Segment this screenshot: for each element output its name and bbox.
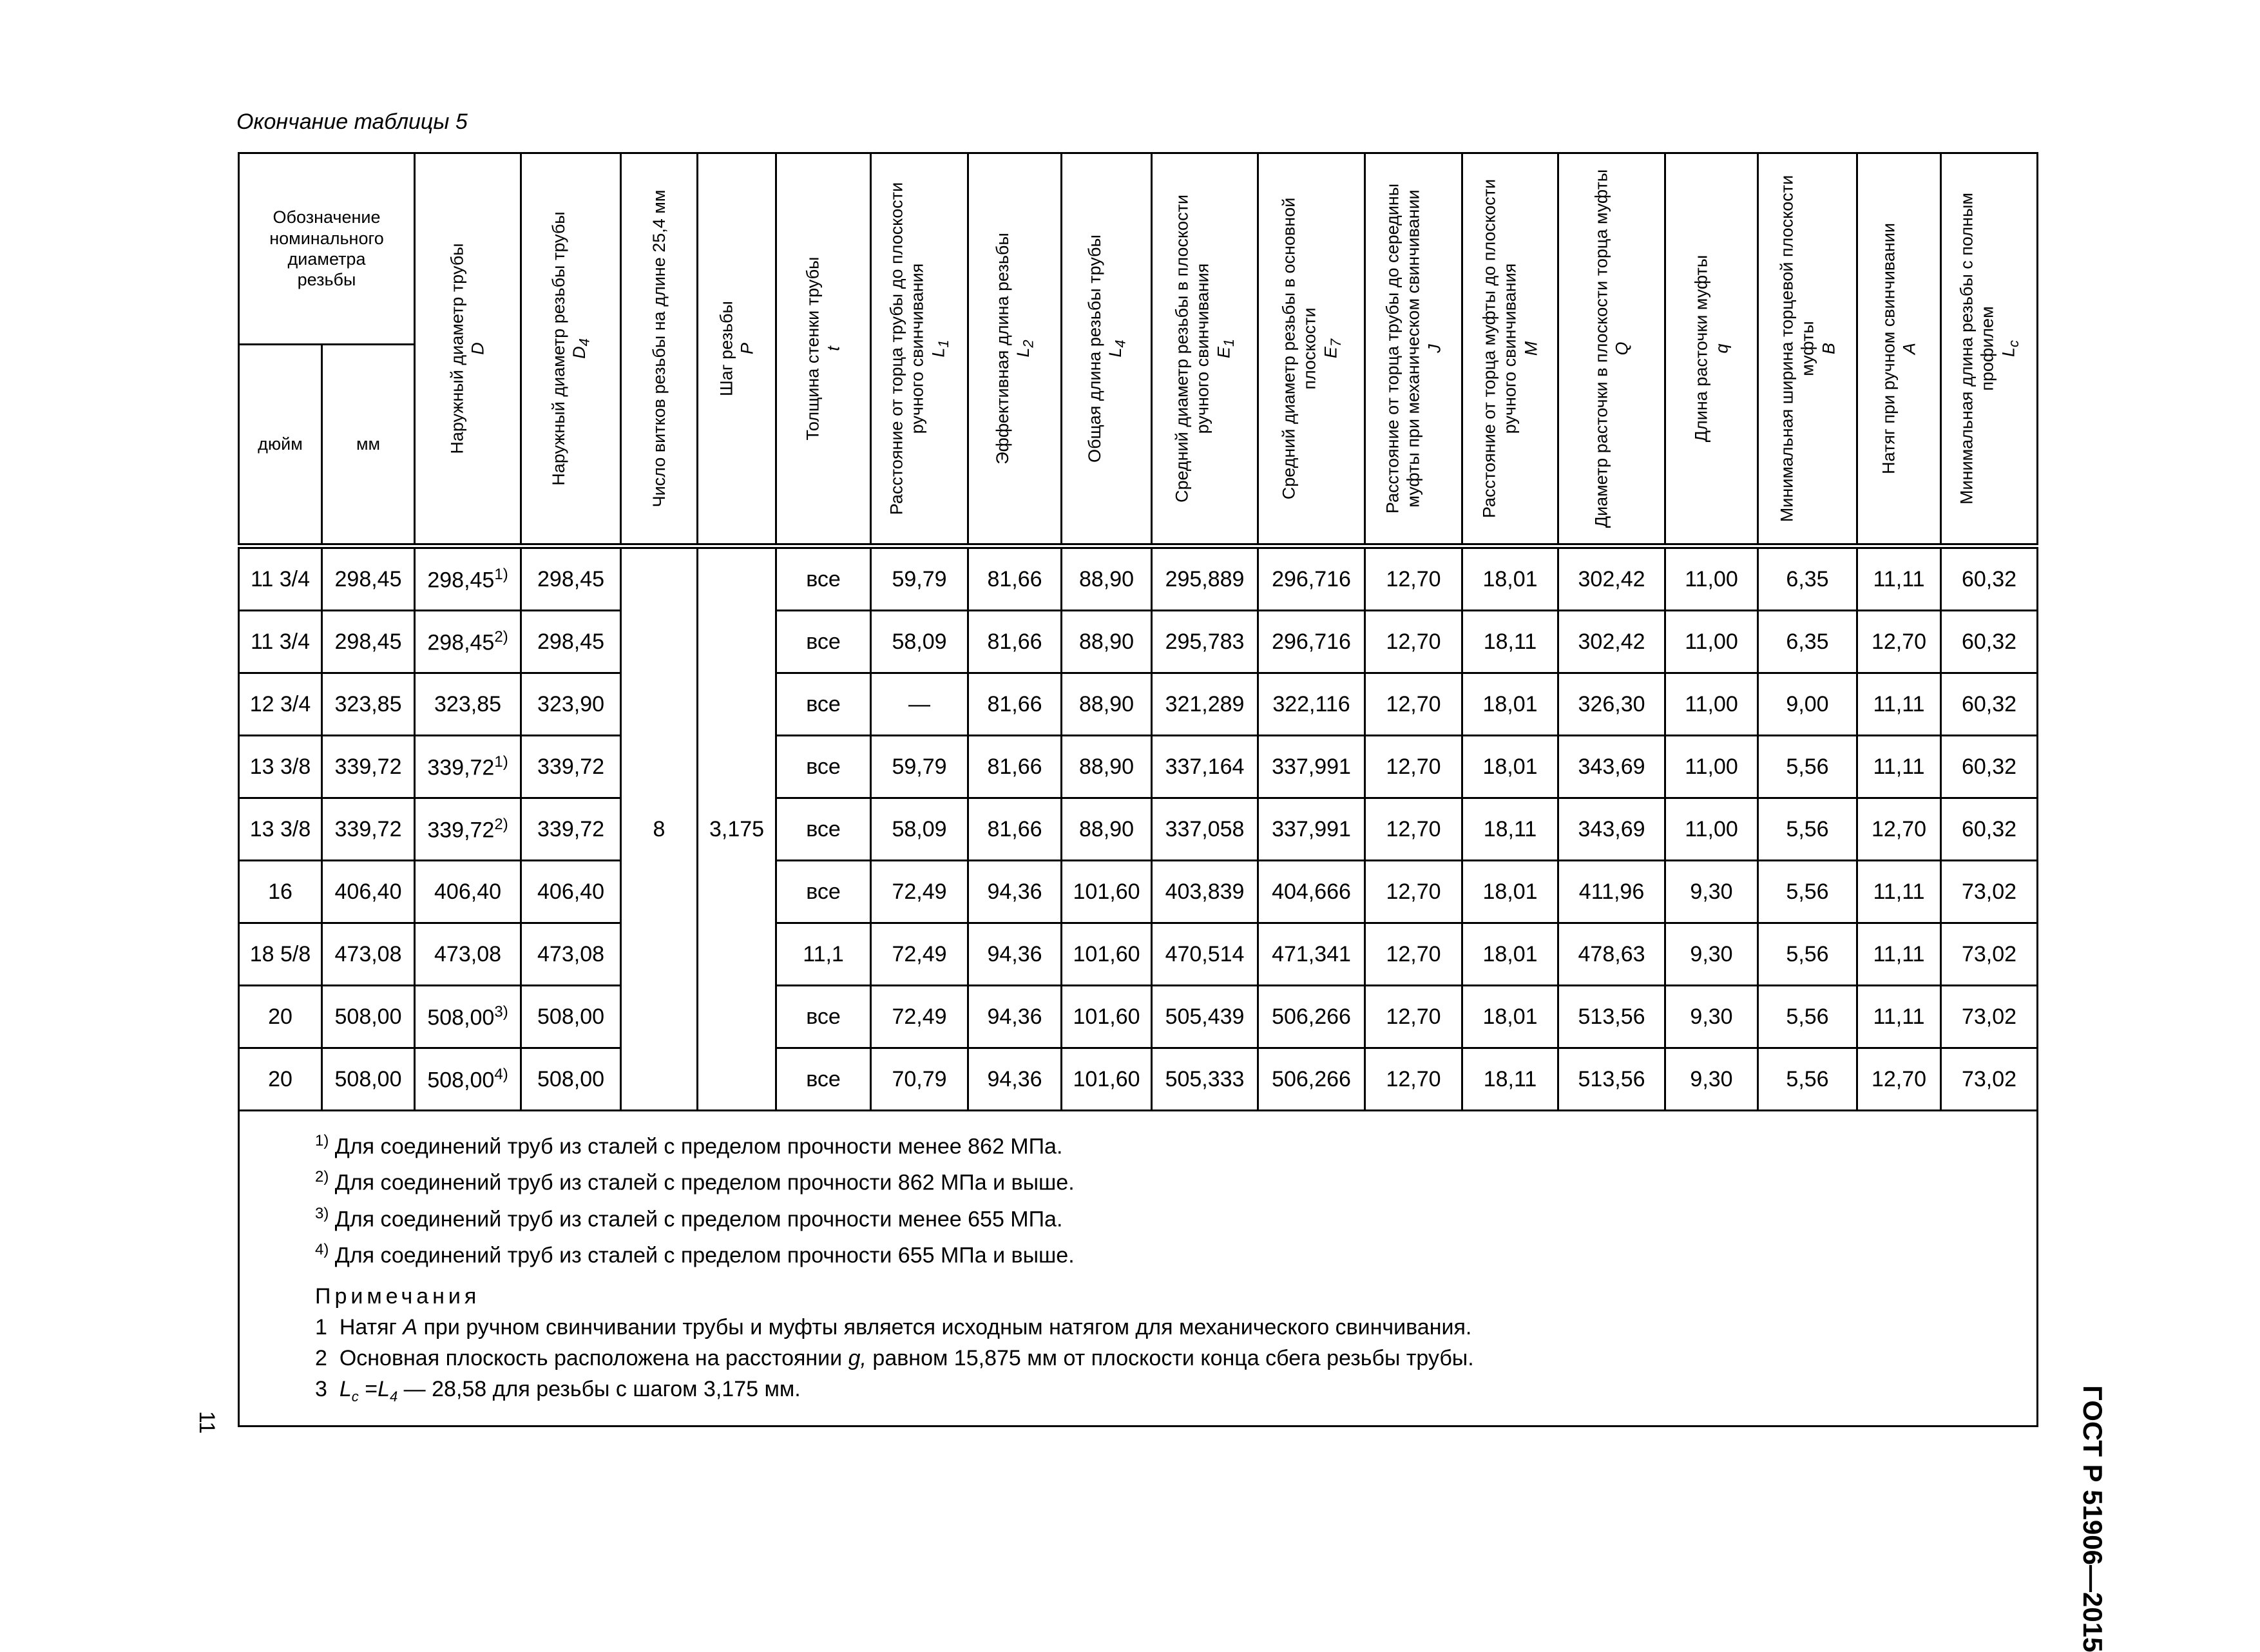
table-row (239, 1048, 2038, 1111)
cell-M: 18,01 (1462, 673, 1558, 736)
table-row (239, 986, 2038, 1048)
table-caption: Окончание таблицы 5 (236, 110, 468, 134)
cell-E7: 471,341 (1258, 923, 1365, 986)
cell-L2: 81,66 (968, 673, 1062, 736)
cell-B: 5,56 (1758, 986, 1857, 1048)
cell-L2: 94,36 (968, 861, 1062, 923)
cell-q: 11,00 (1665, 611, 1758, 673)
cell-L2: 94,36 (968, 923, 1062, 986)
cell-q: 9,30 (1665, 986, 1758, 1048)
cell-E1: 321,289 (1152, 673, 1258, 736)
cell-B: 5,56 (1758, 861, 1857, 923)
table-body (239, 546, 2038, 1111)
cell-E7: 296,716 (1258, 611, 1365, 673)
header-J: Расстояние от торца трубы до середины муфты при механическом свинчивании J (1365, 153, 1462, 546)
cell-D: 298,45$^{1)}$ (415, 546, 521, 611)
note-3: 3 $L_c =L_4$ — 28,58 для резьбы с шагом 3,175 мм. (315, 1377, 801, 1405)
cell-Lc: 73,02 (1941, 1048, 2038, 1111)
notes-title: Примечания (315, 1284, 481, 1309)
cell-M: 18,01 (1462, 986, 1558, 1048)
cell-J: 12,70 (1365, 673, 1462, 736)
header-mm: мм (322, 345, 415, 546)
cell-Lc: 73,02 (1941, 861, 2038, 923)
cell-L4: 101,60 (1062, 923, 1152, 986)
cell-t: все (776, 986, 871, 1048)
footnote-mark: 1) (494, 753, 508, 771)
table-row (239, 673, 2038, 736)
cell-L4: 88,90 (1062, 546, 1152, 611)
header-inch: дюйм (239, 345, 322, 546)
cell-q: 11,00 (1665, 546, 1758, 611)
cell-B: 9,00 (1758, 673, 1857, 736)
cell-D: 473,08 (415, 923, 521, 986)
cell-Q: 343,69 (1558, 798, 1665, 861)
cell-D4: 339,72 (521, 798, 621, 861)
header-L2: Эффективная длина резьбы $L_2$ (968, 153, 1062, 546)
cell-L2: 81,66 (968, 736, 1062, 798)
header-wall: Толщина стенки трубы t (776, 153, 871, 546)
cell-A: 11,11 (1857, 546, 1941, 611)
cell-q: 9,30 (1665, 923, 1758, 986)
header-D: Наружный диаметр трубы D (415, 153, 521, 546)
table-row (239, 923, 2038, 986)
cell-Q: 513,56 (1558, 986, 1665, 1048)
cell-E7: 506,266 (1258, 1048, 1365, 1111)
cell-E7: 506,266 (1258, 986, 1365, 1048)
header-A: Натяг при ручном свинчивании A (1857, 153, 1941, 546)
cell-M: 18,01 (1462, 736, 1558, 798)
cell-D: 339,72$^{1)}$ (415, 736, 521, 798)
cell-M: 18,11 (1462, 798, 1558, 861)
footnote-mark: 2) (494, 628, 508, 646)
cell-L1: 59,79 (871, 736, 968, 798)
footnote-mark: 4) (494, 1065, 508, 1083)
cell-E1: 403,839 (1152, 861, 1258, 923)
cell-J: 12,70 (1365, 798, 1462, 861)
cell-D: 323,85 (415, 673, 521, 736)
cell-E1: 295,889 (1152, 546, 1258, 611)
cell-inch: 13 3/8 (239, 798, 322, 861)
note-1: 1 Натяг A при ручном свинчивании трубы и муфты является исходным натягом для механического свинчивания. (315, 1315, 1472, 1340)
cell-M: 18,01 (1462, 546, 1558, 611)
cell-Lc: 60,32 (1941, 673, 2038, 736)
cell-L1: 59,79 (871, 546, 968, 611)
cell-L4: 88,90 (1062, 673, 1152, 736)
cell-J: 12,70 (1365, 611, 1462, 673)
cell-q: 9,30 (1665, 861, 1758, 923)
cell-q: 11,00 (1665, 736, 1758, 798)
cell-J: 12,70 (1365, 923, 1462, 986)
cell-Lc: 73,02 (1941, 986, 2038, 1048)
cell-t: все (776, 1048, 871, 1111)
header-D4: Наружный диаметр резьбы трубы $D_4$ (521, 153, 621, 546)
page-number: 11 (195, 1411, 219, 1434)
header-M: Расстояние от торца муфты до плоскости ручного свинчивания M (1462, 153, 1558, 546)
cell-E7: 337,991 (1258, 736, 1365, 798)
header-B: Минимальная ширина торцевой плоскости муфты B (1758, 153, 1857, 546)
notes-block (240, 1111, 2036, 1425)
cell-Q: 326,30 (1558, 673, 1665, 736)
cell-Q: 302,42 (1558, 546, 1665, 611)
cell-B: 5,56 (1758, 1048, 1857, 1111)
cell-mm: 508,00 (322, 986, 415, 1048)
cell-A: 11,11 (1857, 986, 1941, 1048)
footnote: $^{4)}$ Для соединений труб из сталей с пределом прочности 655 МПа и выше. (315, 1240, 1075, 1268)
cell-E1: 295,783 (1152, 611, 1258, 673)
cell-B: 6,35 (1758, 546, 1857, 611)
cell-inch: 13 3/8 (239, 736, 322, 798)
header-pitch: Шаг резьбы P (698, 153, 776, 546)
document-code: ГОСТ Р 51906—2015 (2078, 1385, 2108, 1652)
cell-L1: — (871, 673, 968, 736)
cell-L1: 72,49 (871, 923, 968, 986)
cell-J: 12,70 (1365, 986, 1462, 1048)
cell-L4: 88,90 (1062, 798, 1152, 861)
cell-inch: 16 (239, 861, 322, 923)
footnote-mark: 3) (494, 1003, 508, 1021)
header-turns: Число витков резьбы на длине 25,4 мм (621, 153, 698, 546)
cell-J: 12,70 (1365, 546, 1462, 611)
cell-Lc: 60,32 (1941, 736, 2038, 798)
header-q: Длина расточки муфты q (1665, 153, 1758, 546)
cell-t: все (776, 546, 871, 611)
header-designation: Обозначение номинального диаметра резьбы (239, 153, 415, 345)
cell-Q: 411,96 (1558, 861, 1665, 923)
cell-A: 11,11 (1857, 736, 1941, 798)
cell-A: 12,70 (1857, 611, 1941, 673)
cell-E7: 404,666 (1258, 861, 1365, 923)
footnote-mark: 1) (494, 565, 508, 583)
cell-q: 11,00 (1665, 798, 1758, 861)
cell-turns: 8 (621, 546, 698, 1111)
cell-t: все (776, 611, 871, 673)
cell-J: 12,70 (1365, 736, 1462, 798)
header-L1: Расстояние от торца трубы до плоскости ручного свинчивания $L_1$ (871, 153, 968, 546)
cell-D: 508,00$^{3)}$ (415, 986, 521, 1048)
cell-D4: 406,40 (521, 861, 621, 923)
header-E7: Средний диаметр резьбы в основной плоскости $E_7$ (1258, 153, 1365, 546)
cell-E7: 322,116 (1258, 673, 1365, 736)
cell-L2: 81,66 (968, 546, 1062, 611)
cell-mm: 406,40 (322, 861, 415, 923)
cell-Lc: 60,32 (1941, 546, 2038, 611)
cell-inch: 18 5/8 (239, 923, 322, 986)
cell-L1: 72,49 (871, 986, 968, 1048)
cell-t: все (776, 861, 871, 923)
cell-L1: 58,09 (871, 798, 968, 861)
table-row (239, 736, 2038, 798)
cell-A: 11,11 (1857, 861, 1941, 923)
cell-A: 12,70 (1857, 798, 1941, 861)
table-row (239, 798, 2038, 861)
cell-Lc: 60,32 (1941, 798, 2038, 861)
cell-t: все (776, 736, 871, 798)
cell-D4: 508,00 (521, 1048, 621, 1111)
table-row (239, 611, 2038, 673)
cell-B: 6,35 (1758, 611, 1857, 673)
cell-L4: 101,60 (1062, 1048, 1152, 1111)
cell-L4: 88,90 (1062, 736, 1152, 798)
cell-L2: 81,66 (968, 611, 1062, 673)
cell-M: 18,11 (1462, 611, 1558, 673)
cell-L4: 101,60 (1062, 986, 1152, 1048)
cell-B: 5,56 (1758, 923, 1857, 986)
cell-M: 18,11 (1462, 1048, 1558, 1111)
cell-D4: 298,45 (521, 546, 621, 611)
cell-q: 9,30 (1665, 1048, 1758, 1111)
cell-Lc: 73,02 (1941, 923, 2038, 986)
cell-mm: 339,72 (322, 736, 415, 798)
cell-E1: 470,514 (1152, 923, 1258, 986)
header-Lc: Минимальная длина резьбы с полным профилем $L_c$ (1941, 153, 2038, 546)
cell-D: 406,40 (415, 861, 521, 923)
thread-parameters-table (238, 152, 2038, 1427)
cell-mm: 298,45 (322, 546, 415, 611)
note-2: 2 Основная плоскость расположена на расстоянии g, равном 15,875 мм от плоскости конца сбега резьбы трубы. (315, 1346, 1474, 1371)
cell-E1: 337,058 (1152, 798, 1258, 861)
cell-L1: 70,79 (871, 1048, 968, 1111)
cell-L4: 88,90 (1062, 611, 1152, 673)
cell-mm: 508,00 (322, 1048, 415, 1111)
cell-inch: 11 3/4 (239, 546, 322, 611)
cell-mm: 298,45 (322, 611, 415, 673)
cell-M: 18,01 (1462, 861, 1558, 923)
cell-inch: 20 (239, 1048, 322, 1111)
cell-L2: 94,36 (968, 986, 1062, 1048)
cell-B: 5,56 (1758, 736, 1857, 798)
cell-t: все (776, 798, 871, 861)
cell-D: 508,00$^{4)}$ (415, 1048, 521, 1111)
cell-A: 11,11 (1857, 673, 1941, 736)
cell-B: 5,56 (1758, 798, 1857, 861)
cell-pitch: 3,175 (698, 546, 776, 1111)
cell-L4: 101,60 (1062, 861, 1152, 923)
notes-cell (239, 1111, 2038, 1426)
cell-Lc: 60,32 (1941, 611, 2038, 673)
header-E1: Средний диаметр резьбы в плоскости ручного свинчивания $E_1$ (1152, 153, 1258, 546)
cell-E1: 505,439 (1152, 986, 1258, 1048)
cell-D4: 339,72 (521, 736, 621, 798)
cell-D4: 473,08 (521, 923, 621, 986)
cell-A: 11,11 (1857, 923, 1941, 986)
footnote-mark: 2) (494, 815, 508, 833)
cell-Q: 302,42 (1558, 611, 1665, 673)
cell-E7: 337,991 (1258, 798, 1365, 861)
cell-E1: 505,333 (1152, 1048, 1258, 1111)
cell-q: 11,00 (1665, 673, 1758, 736)
cell-Q: 343,69 (1558, 736, 1665, 798)
table-row (239, 546, 2038, 611)
cell-D4: 508,00 (521, 986, 621, 1048)
cell-L1: 58,09 (871, 611, 968, 673)
cell-D: 339,72$^{2)}$ (415, 798, 521, 861)
cell-t: 11,1 (776, 923, 871, 986)
cell-L2: 94,36 (968, 1048, 1062, 1111)
cell-E1: 337,164 (1152, 736, 1258, 798)
cell-J: 12,70 (1365, 1048, 1462, 1111)
cell-E7: 296,716 (1258, 546, 1365, 611)
cell-D4: 298,45 (521, 611, 621, 673)
cell-mm: 339,72 (322, 798, 415, 861)
footnote: $^{2)}$ Для соединений труб из сталей с пределом прочности 862 МПа и выше. (315, 1168, 1075, 1195)
cell-mm: 323,85 (322, 673, 415, 736)
cell-D4: 323,90 (521, 673, 621, 736)
cell-M: 18,01 (1462, 923, 1558, 986)
header-L4: Общая длина резьбы трубы $L_4$ (1062, 153, 1152, 546)
footnote: $^{3)}$ Для соединений труб из сталей с пределом прочности менее 655 МПа. (315, 1204, 1063, 1231)
cell-inch: 20 (239, 986, 322, 1048)
cell-Q: 513,56 (1558, 1048, 1665, 1111)
header-Q: Диаметр расточки в плоскости торца муфты Q (1558, 153, 1665, 546)
cell-t: все (776, 673, 871, 736)
cell-L2: 81,66 (968, 798, 1062, 861)
cell-A: 12,70 (1857, 1048, 1941, 1111)
cell-inch: 11 3/4 (239, 611, 322, 673)
cell-mm: 473,08 (322, 923, 415, 986)
cell-inch: 12 3/4 (239, 673, 322, 736)
cell-D: 298,45$^{2)}$ (415, 611, 521, 673)
footnote: $^{1)}$ Для соединений труб из сталей с пределом прочности менее 862 МПа. (315, 1132, 1063, 1159)
cell-L1: 72,49 (871, 861, 968, 923)
cell-J: 12,70 (1365, 861, 1462, 923)
cell-Q: 478,63 (1558, 923, 1665, 986)
table-row (239, 861, 2038, 923)
